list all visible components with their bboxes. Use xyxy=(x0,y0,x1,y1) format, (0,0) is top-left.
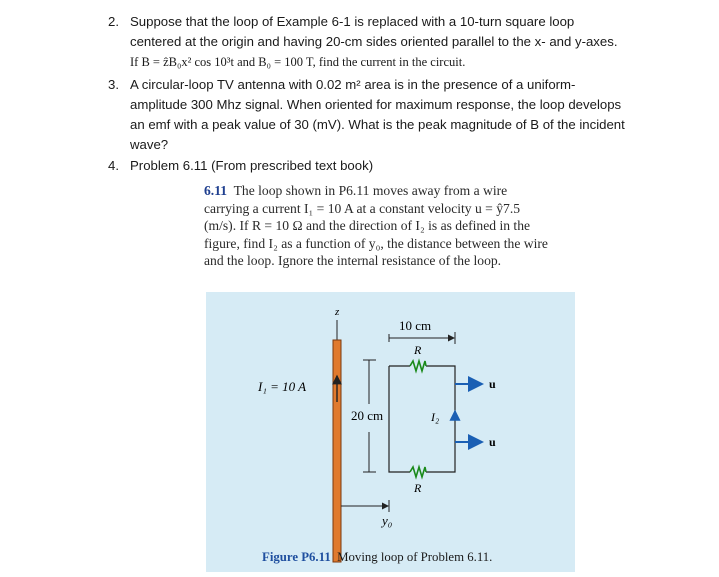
problem-line: figure, find I₂ as a function of y₀, the distance between the wire xyxy=(204,235,548,251)
question-number: 3. xyxy=(108,77,119,92)
width-label: 10 cm xyxy=(399,318,432,333)
question-number: 4. xyxy=(108,158,119,173)
question-2 xyxy=(108,12,650,72)
question-3 xyxy=(108,75,650,155)
figure-diagram xyxy=(206,292,575,572)
distance-label: y₀ xyxy=(382,513,393,528)
question-line: wave? xyxy=(130,137,169,152)
question-line: an emf with a peak value of 30 (mV). What is the peak magnitude of B of the incident xyxy=(130,117,625,132)
loop-current-label: I₂ xyxy=(431,410,440,424)
question-line: centered at the origin and having 20-cm sides oriented parallel to the x- and y-axes. xyxy=(130,34,618,49)
caption-label: Figure P6.11 xyxy=(262,550,331,564)
velocity-label-top: u xyxy=(489,377,496,391)
problem-line: and the loop. Ignore the internal resistance of the loop. xyxy=(204,253,502,268)
question-formula-line: If B = ẑB₀x² cos 10³t and B₀ = 100 T, find the current in the circuit. xyxy=(130,55,466,69)
problem-line: (m/s). If R = 10 Ω and the direction of I₂ is as defined in the xyxy=(204,218,531,233)
question-line: amplitude 300 Mhz signal. When oriented for maximum response, the loop develops xyxy=(130,97,622,112)
problem-line: carrying a current I₁ = 10 A at a constant velocity u = ŷ7.5 xyxy=(204,200,521,216)
question-line: A circular-loop TV antenna with 0.02 m² area is in the presence of a uniform- xyxy=(130,77,576,92)
current-label: I₁ = 10 A xyxy=(258,379,307,394)
velocity-label-bottom: u xyxy=(489,435,496,449)
question-4 xyxy=(108,156,650,176)
textbook-problem xyxy=(204,182,574,270)
loop xyxy=(389,366,455,472)
question-line: Problem 6.11 (From prescribed text book) xyxy=(130,158,374,173)
figure-panel xyxy=(206,292,575,572)
resistor-top xyxy=(410,361,426,371)
question-number: 2. xyxy=(108,14,119,29)
caption-text: Moving loop of Problem 6.11. xyxy=(337,550,493,564)
problem-number: 6.11 xyxy=(204,183,228,198)
resistor-bottom xyxy=(410,467,426,477)
resistor-label-top: R xyxy=(414,343,422,357)
question-line: Suppose that the loop of Example 6-1 is replaced with a 10-turn square loop xyxy=(130,14,575,29)
resistor-label-bottom: R xyxy=(414,481,422,495)
height-label: 20 cm xyxy=(351,408,384,423)
z-axis-label: z xyxy=(335,306,340,318)
figure-caption xyxy=(262,550,492,565)
problem-line: The loop shown in P6.11 moves away from a wire xyxy=(233,183,508,198)
wire xyxy=(333,340,341,562)
